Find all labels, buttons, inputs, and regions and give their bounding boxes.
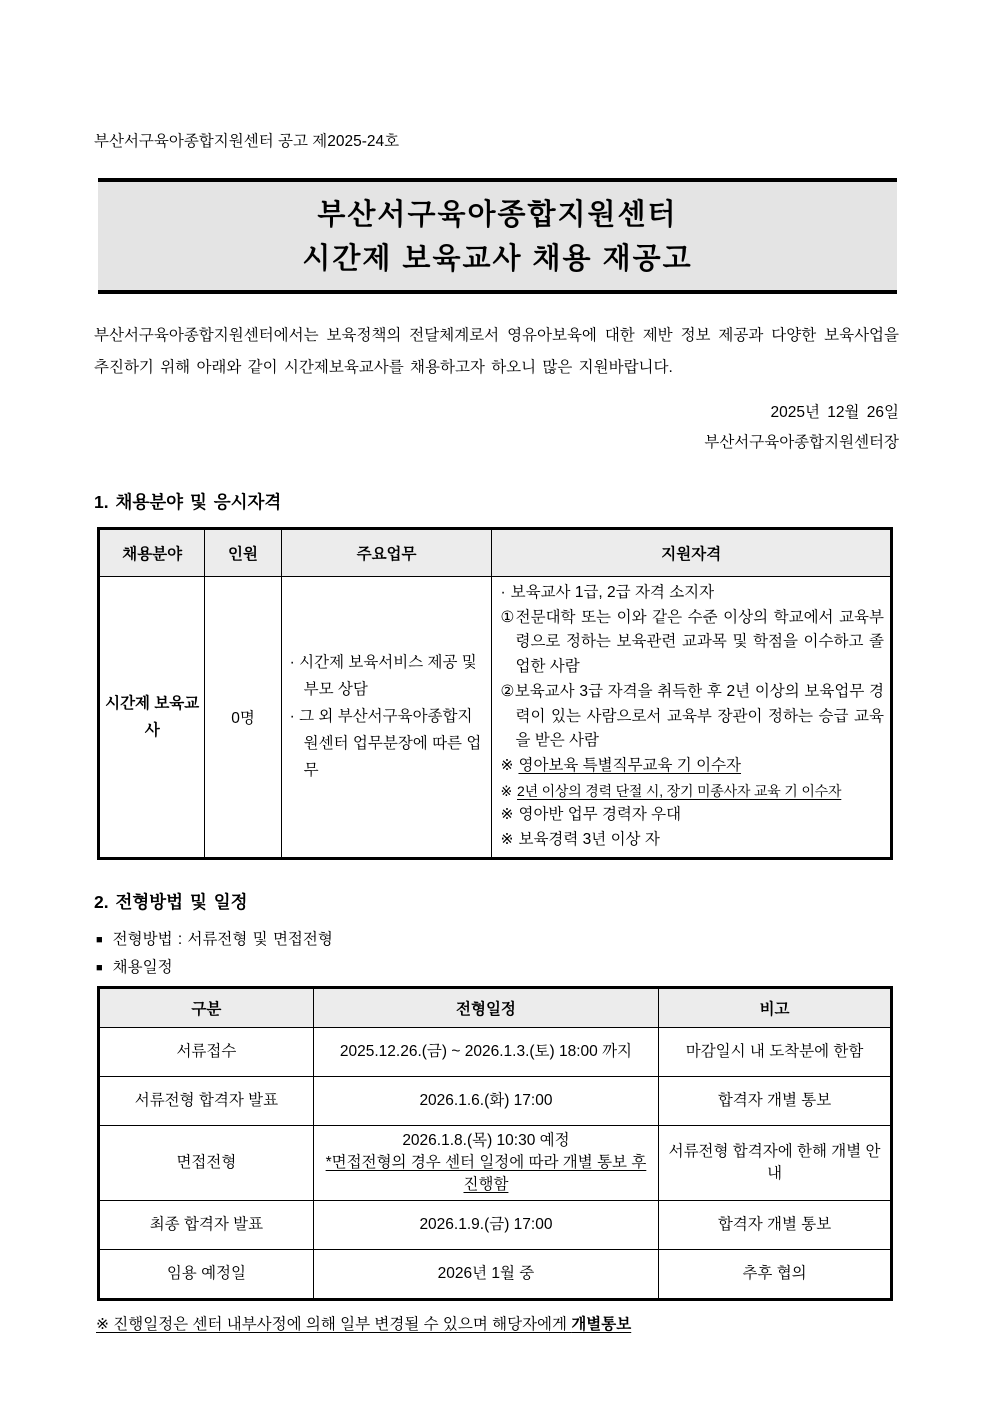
qualification-text: 2년 이상의 경력 단절 시, 장기 미종사자 교육 기 이수자 <box>517 782 842 799</box>
signature-block <box>94 398 899 458</box>
table-row-document-submission <box>99 1027 892 1076</box>
count-cell: 0명 <box>205 577 281 859</box>
category-cell: 최종 합격자 발표 <box>99 1200 314 1249</box>
square-bullet-icon: ■ <box>96 961 103 974</box>
footnote <box>96 1314 899 1336</box>
col-header-schedule: 전형일정 <box>313 987 658 1027</box>
dot-bullet-icon: · <box>500 584 506 601</box>
note-cell: 추후 협의 <box>659 1249 892 1299</box>
note-cell: 합격자 개별 통보 <box>659 1200 892 1249</box>
footnote-text <box>96 1316 631 1333</box>
section-2-heading: 2. 전형방법 및 일정 <box>94 891 248 912</box>
section-1-heading: 1. 채용분야 및 응시자격 <box>94 492 282 512</box>
schedule-cell: 2026.1.6.(화) 17:00 <box>313 1076 658 1125</box>
col-header-field: 채용분야 <box>99 529 205 577</box>
title-line-1: 부산서구육아종합지원센터 <box>317 199 678 231</box>
recruitment-table <box>97 527 893 860</box>
schedule-cell: 2025.12.26.(금) ~ 2026.1.3.(토) 18:00 까지 <box>313 1027 658 1076</box>
duty-item: · 그 외 부산서구육아종합지원센터 업무분장에 따른 업무 <box>289 708 482 780</box>
category-cell: 면접전형 <box>99 1125 314 1200</box>
interview-schedule-note: *면접전형의 경우 센터 일정에 따라 개별 통보 후 진행함 <box>325 1153 647 1193</box>
issuer-name: 부산서구육아종합지원센터장 <box>704 434 899 451</box>
qualification-text: 보육교사 1급, 2급 자격 소지자 <box>510 584 715 601</box>
category-cell: 서류전형 합격자 발표 <box>99 1076 314 1125</box>
recruitment-table-header-row <box>99 529 892 577</box>
category-cell: 서류접수 <box>99 1027 314 1076</box>
title-banner <box>98 178 897 294</box>
table-row-document-result <box>99 1076 892 1125</box>
title-line-2: 시간제 보육교사 채용 재공고 <box>302 243 693 275</box>
notice-number: 부산서구육아종합지원센터 공고 제2025-24호 <box>94 133 400 150</box>
schedule-cell <box>313 1125 658 1200</box>
qualification-item <box>500 803 884 828</box>
col-header-duties: 주요업무 <box>281 529 492 577</box>
method-bullet <box>94 926 899 954</box>
schedule-cell: 2026년 1월 중 <box>313 1249 658 1299</box>
qualification-item <box>500 828 884 853</box>
footnote-prefix: ※ 진행일정은 센터 내부사정에 의해 일부 변경될 수 있으며 해당자에게 <box>96 1315 572 1333</box>
schedule-bullet-label: 채용일정 <box>112 958 173 976</box>
col-header-count: 인원 <box>205 529 281 577</box>
table-row-final-result <box>99 1200 892 1249</box>
footnote-emphasis: 개별통보 <box>571 1315 632 1333</box>
reference-mark-icon: ※ <box>500 806 514 824</box>
note-cell: 마감일시 내 도착분에 한함 <box>659 1027 892 1076</box>
method-bullet-list <box>94 926 899 982</box>
note-cell: 서류전형 합격자에 한해 개별 안내 <box>659 1125 892 1200</box>
square-bullet-icon: ■ <box>96 933 103 946</box>
recruitment-table-body-row <box>99 577 892 859</box>
qualification-item <box>500 754 884 779</box>
qualification-text: 보육경력 3년 이상 자 <box>518 831 660 849</box>
table-row-appointment <box>99 1249 892 1299</box>
schedule-table <box>97 986 893 1301</box>
qualification-text: ②보육교사 3급 자격을 취득한 후 2년 이상의 보육업무 경력이 있는 사람으로서 교육부 장관이 정하는 승급 교육을 받은 사람 <box>500 682 884 750</box>
field-cell: 시간제 보육교사 <box>99 577 205 859</box>
schedule-cell: 2026.1.9.(금) 17:00 <box>313 1200 658 1249</box>
qualification-item <box>500 581 884 606</box>
col-header-qualifications: 지원자격 <box>492 529 892 577</box>
col-header-note: 비고 <box>659 987 892 1027</box>
method-bullet-label: 전형방법 : 서류전형 및 면접전형 <box>112 930 333 948</box>
note-cell: 합격자 개별 통보 <box>659 1076 892 1125</box>
duties-cell <box>281 577 492 859</box>
schedule-bullet <box>94 954 899 982</box>
issue-date: 2025년 12월 26일 <box>770 404 899 421</box>
qualification-text: 영아보육 특별직무교육 기 이수자 <box>518 756 742 774</box>
reference-mark-icon: ※ <box>500 756 514 774</box>
reference-mark-icon: ※ <box>500 831 514 849</box>
qualification-item <box>500 779 884 804</box>
schedule-table-header-row <box>99 987 892 1027</box>
qualification-item <box>500 680 884 754</box>
qualification-text: 영아반 업무 경력자 우대 <box>518 806 682 824</box>
col-header-category: 구분 <box>99 987 314 1027</box>
qualification-text: ①전문대학 또는 이와 같은 수준 이상의 학교에서 교육부령으로 정하는 보육관련 교과목 및 학점을 이수하고 졸업한 사람 <box>500 608 884 676</box>
qualifications-cell <box>492 577 892 859</box>
intro-paragraph: 부산서구육아종합지원센터에서는 보육정책의 전달체계로서 영유아보육에 대한 제반 정보 제공과 다양한 보육사업을 추진하기 위해 아래와 같이 시간제보육교사를 채용하고자 하오니 많은 지원바랍니다. <box>94 327 899 376</box>
interview-schedule-main: 2026.1.8.(목) 10:30 예정 <box>402 1131 570 1149</box>
reference-mark-icon: ※ <box>500 782 512 799</box>
qualification-item <box>500 606 884 680</box>
table-row-interview <box>99 1125 892 1200</box>
category-cell: 임용 예정일 <box>99 1249 314 1299</box>
duty-item: · 시간제 보육서비스 제공 및 부모 상담 <box>289 654 477 699</box>
